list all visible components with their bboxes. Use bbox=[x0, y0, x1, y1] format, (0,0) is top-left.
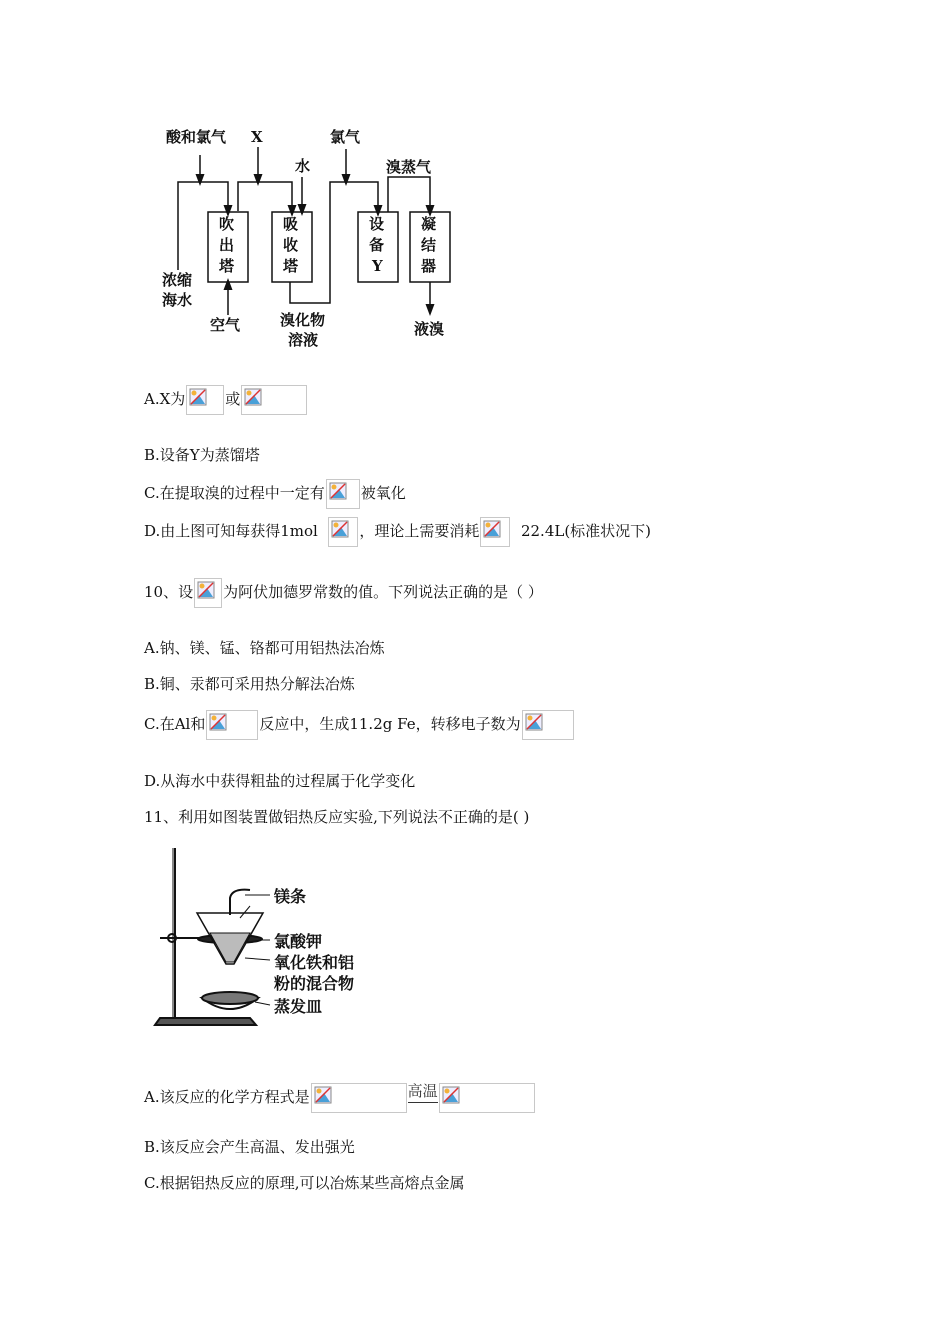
q11-a-text: A.该反应的化学方程式是 bbox=[144, 1088, 310, 1106]
label-blow-tower-3: 塔 bbox=[219, 257, 235, 275]
broken-image-icon bbox=[311, 1083, 407, 1113]
label-bromine-vapor: 溴蒸气 bbox=[386, 158, 432, 176]
label-absorb-tower-2: 收 bbox=[283, 236, 299, 254]
broken-image-icon bbox=[480, 517, 510, 547]
q11-stem: 11、利用如图装置做铝热反应实验,下列说法不正确的是( ) bbox=[144, 808, 530, 826]
label-device-y-3: Y bbox=[372, 257, 383, 275]
q9-option-b: B.设备Y为蒸馏塔 bbox=[144, 446, 260, 464]
q9-d-text: D.由上图可知每获得1mol bbox=[144, 522, 318, 540]
q9-c-text: C.在提取溴的过程中一定有 bbox=[144, 484, 325, 502]
label-seawater-1: 浓缩 bbox=[162, 271, 193, 289]
reaction-condition: 高温 bbox=[408, 1080, 438, 1103]
label-condenser-1: 凝 bbox=[421, 215, 437, 233]
label-device-y-2: 备 bbox=[369, 236, 385, 254]
q9-c-suffix: 被氧化 bbox=[360, 484, 406, 502]
q10-option-a: A.钠、镁、锰、铬都可用铝热法冶炼 bbox=[144, 639, 385, 657]
label-x: X bbox=[251, 128, 263, 146]
broken-image-icon bbox=[206, 710, 258, 740]
label-chlorine: 氯气 bbox=[330, 128, 361, 146]
q9-option-c bbox=[144, 479, 406, 509]
broken-image-icon bbox=[326, 479, 360, 509]
q10-stem-prefix: 10、设 bbox=[144, 583, 194, 601]
q11-option-b: B.该反应会产生高温、发出强光 bbox=[144, 1138, 355, 1156]
broken-image-icon bbox=[439, 1083, 535, 1113]
label-absorb-tower-1: 吸 bbox=[283, 215, 299, 233]
broken-image-icon bbox=[241, 385, 307, 415]
label-potassium-chlorate: 氯酸钾 bbox=[274, 932, 323, 951]
broken-image-icon bbox=[522, 710, 574, 740]
q9-d-mid: ，理论上需要消耗 bbox=[359, 522, 480, 540]
label-device-y-1: 设 bbox=[369, 215, 385, 233]
label-liquid-bromine: 液溴 bbox=[414, 320, 445, 338]
label-condenser-2: 结 bbox=[421, 236, 437, 254]
q10-stem bbox=[144, 578, 543, 608]
label-magnesium-strip: 镁条 bbox=[274, 887, 307, 906]
q9-a-text: A.X为 bbox=[144, 390, 186, 408]
q9-option-a bbox=[144, 385, 308, 415]
label-bromide-1: 溴化物 bbox=[280, 311, 326, 329]
q9-d-suffix: 22.4L(标准状况下) bbox=[520, 522, 652, 540]
bromine-flow-diagram bbox=[150, 125, 470, 350]
q10-stem-suffix: 为阿伏加德罗常数的值。下列说法正确的是（ ） bbox=[223, 583, 543, 601]
label-mixture-2: 粉的混合物 bbox=[274, 974, 355, 993]
q10-option-c bbox=[144, 710, 575, 740]
label-condenser-3: 器 bbox=[421, 257, 437, 275]
q11-option-a bbox=[144, 1083, 536, 1113]
label-seawater-2: 海水 bbox=[162, 291, 193, 309]
q10-option-d: D.从海水中获得粗盐的过程属于化学变化 bbox=[144, 772, 416, 790]
thermite-apparatus-figure bbox=[150, 840, 370, 1030]
q11-option-c: C.根据铝热反应的原理,可以冶炼某些高熔点金属 bbox=[144, 1174, 465, 1192]
q10-c-text: C.在Al和 bbox=[144, 715, 206, 733]
label-bromide-2: 溶液 bbox=[288, 331, 319, 349]
broken-image-icon bbox=[194, 578, 222, 608]
label-water: 水 bbox=[295, 157, 311, 175]
q9-a-mid: 或 bbox=[225, 390, 241, 408]
label-air: 空气 bbox=[210, 316, 241, 334]
label-acid-chlorine: 酸和氯气 bbox=[166, 128, 227, 146]
broken-image-icon bbox=[186, 385, 224, 415]
label-blow-tower-2: 出 bbox=[219, 236, 235, 254]
q9-option-d bbox=[144, 517, 651, 547]
q10-option-b: B.铜、汞都可采用热分解法冶炼 bbox=[144, 675, 355, 693]
q10-c-mid: 反应中，生成11.2g Fe，转移电子数为 bbox=[259, 715, 521, 733]
label-mixture-1: 氧化铁和铝 bbox=[274, 953, 355, 972]
label-evaporating-dish: 蒸发皿 bbox=[274, 997, 323, 1016]
label-blow-tower-1: 吹 bbox=[219, 215, 235, 233]
broken-image-icon bbox=[328, 517, 358, 547]
label-absorb-tower-3: 塔 bbox=[283, 257, 299, 275]
